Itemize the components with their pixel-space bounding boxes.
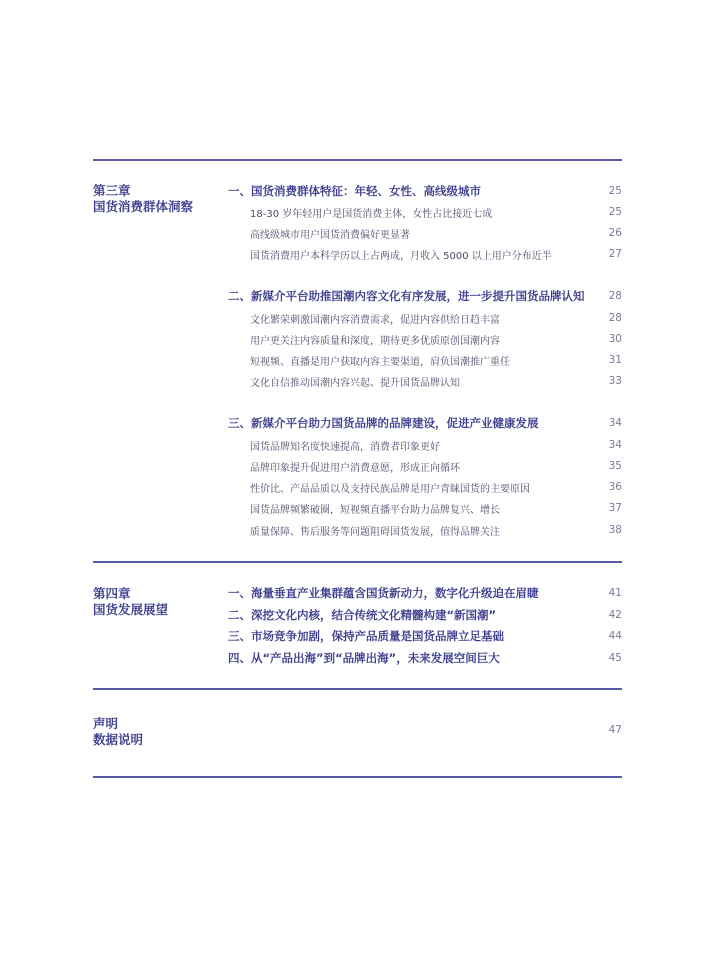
divider [93,561,622,563]
toc-item[interactable] [250,437,622,453]
toc-entry-label: 品牌印象提升促进用户消费意愿，形成正向循环 [250,462,460,474]
toc-page-number: 34 [608,439,622,451]
chapter-4-title: 国货发展展望 [93,602,169,617]
chapter-4-number: 第四章 [93,586,131,601]
toc-item[interactable] [250,522,622,538]
toc-page-number: 35 [608,460,622,472]
toc-section-3-2[interactable] [228,288,622,304]
toc-entry-label: 二、新媒介平台助推国潮内容文化有序发展，进一步提升国货品牌认知 [228,289,585,303]
toc-entry-label: 用户更关注内容质量和深度，期待更多优质原创国潮内容 [250,335,500,347]
toc-page-number: 47 [608,724,622,736]
toc-item[interactable] [250,352,622,368]
toc-page-number: 28 [608,290,622,302]
toc-item[interactable] [250,310,622,326]
toc-page-number: 33 [608,375,622,387]
toc-page-number: 44 [608,630,622,642]
toc-page-number: 41 [608,587,622,599]
toc-page-number: 38 [608,524,622,536]
toc-entry-label: 性价比、产品品质以及支持民族品牌是用户青睐国货的主要原因 [250,483,530,495]
toc-page-number: 45 [608,652,622,664]
toc-item[interactable] [250,373,622,389]
toc-entry-label: 高线级城市用户国货消费偏好更显著 [250,229,410,241]
toc-page-number: 34 [608,417,622,429]
toc-section-4-2[interactable] [228,607,622,623]
toc-section-3-1[interactable] [228,183,622,199]
toc-entry-label: 四、从“产品出海”到“品牌出海”，未来发展空间巨大 [228,651,500,665]
toc-section-4-3[interactable] [228,628,622,644]
toc-page-number: 27 [608,248,622,260]
data-notes-title: 数据说明 [93,732,144,747]
toc-item[interactable] [250,458,622,474]
toc-entry-label: 三、市场竞争加剧，保持产品质量是国货品牌立足基础 [228,629,504,643]
toc-entry-label: 二、深挖文化内核，结合传统文化精髓构建“新国潮” [228,608,497,622]
chapter-3-title: 国货消费群体洞察 [93,199,194,214]
toc-page-number: 30 [608,333,622,345]
toc-entry-label: 国货品牌频繁破圈，短视频直播平台助力品牌复兴、增长 [250,504,500,516]
toc-entry-label: 三、新媒介平台助力国货品牌的品牌建设，促进产业健康发展 [228,416,539,430]
toc-section-3-3[interactable] [228,415,622,431]
toc-item[interactable] [250,331,622,347]
chapter-3-number: 第三章 [93,183,131,198]
toc-entry-label: 短视频、直播是用户获取内容主要渠道，肩负国潮推广重任 [250,356,510,368]
toc-page-number: 25 [608,185,622,197]
toc-entry-label: 一、海量垂直产业集群蕴含国货新动力，数字化升级迫在眉睫 [228,586,539,600]
toc-entry-label: 一、国货消费群体特征：年轻、女性、高线级城市 [228,184,481,198]
toc-page-number: 36 [608,481,622,493]
toc-section-4-4[interactable] [228,650,622,666]
toc-entry-label: 国货品牌知名度快速提高，消费者印象更好 [250,441,440,453]
toc-page-number: 26 [608,227,622,239]
toc-item[interactable] [250,246,622,262]
statement-title: 声明 [93,716,119,731]
toc-entry-label: 文化自信推动国潮内容兴起、提升国货品牌认知 [250,377,460,389]
toc-entry-label: 18-30 岁年轻用户是国货消费主体，女性占比接近七成 [250,208,493,220]
toc-page-number: 37 [608,502,622,514]
toc-entry-label: 文化繁荣刺激国潮内容消费需求，促进内容供给日趋丰富 [250,314,500,326]
toc-item[interactable] [250,500,622,516]
toc-page-number: 25 [608,206,622,218]
toc-item[interactable] [250,479,622,495]
chapter-3-heading [93,183,193,215]
toc-item[interactable] [250,204,622,220]
toc-page-number: 28 [608,312,622,324]
toc-entry-label: 国货消费用户本科学历以上占两成，月收入 5000 以上用户分布近半 [250,250,552,262]
toc-section-4-1[interactable] [228,585,622,601]
toc-item[interactable] [250,225,622,241]
toc-appendix-page [228,722,622,738]
toc-page-number: 31 [608,354,622,366]
toc-entry-label: 质量保障、售后服务等问题阻碍国货发展，值得品牌关注 [250,526,500,538]
chapter-4-heading [93,586,168,618]
divider [93,688,622,690]
divider [93,159,622,161]
appendix-heading[interactable] [93,716,143,748]
divider [93,776,622,778]
toc-page-number: 42 [608,609,622,621]
